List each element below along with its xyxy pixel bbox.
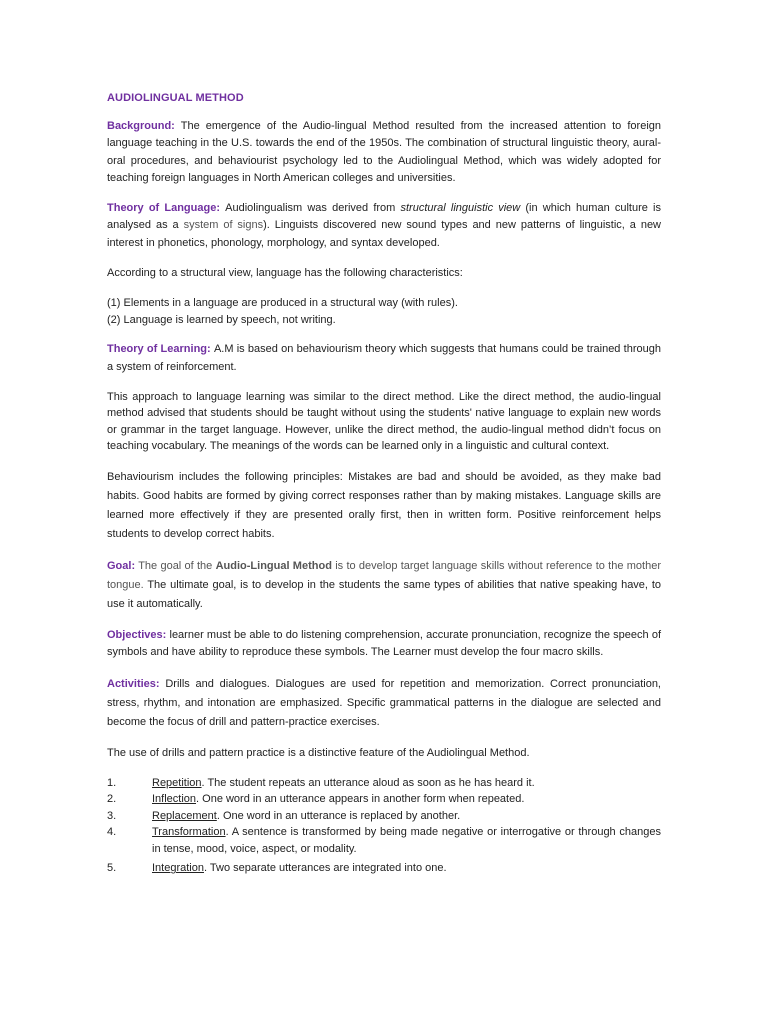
drills-list bbox=[107, 775, 661, 877]
drill-term: Repetition bbox=[152, 776, 202, 789]
objectives-heading: Objectives: bbox=[107, 628, 167, 641]
list-item: 5. Integration. Two separate utterances are integrated into one. bbox=[107, 862, 447, 875]
list-item: 3. Replacement. One word in an utterance is replaced by another. bbox=[107, 809, 461, 822]
drill-term: Integration bbox=[152, 862, 204, 875]
approach-paragraph: This approach to language learning was similar to the direct method. Like the direct method, the audio-lingual method advised that students should be taught without using the students' native language to explain new words or grammar in the target language. However, unlike the direct method, the audio-lingual method didn’t focus on teaching vocabulary. The meanings of the words can be learned only in a linguistic and cultural context. bbox=[107, 390, 661, 453]
structural-view-intro: According to a structural view, language has the following characteristics: bbox=[107, 267, 463, 280]
characteristic-item: (1) Elements in a language are produced in a structural way (with rules). bbox=[107, 297, 458, 310]
drill-term: Transformation bbox=[152, 826, 226, 839]
behaviourism-paragraph: Behaviourism includes the following principles: Mistakes are bad and should be avoided, as they make bad habits. Good habits are formed by giving correct responses rather than by making mistakes. Language skills are learned more effectively if they are presented orally first, then in written form. Positive reinforcement helps students to develop correct habits. bbox=[107, 470, 661, 540]
structural-view-emphasis: structural linguistic view bbox=[400, 202, 521, 215]
characteristic-item: (2) Language is learned by speech, not writing. bbox=[107, 313, 336, 326]
drill-term: Inflection bbox=[152, 793, 197, 806]
background-heading: Background: bbox=[107, 120, 175, 132]
goal-paragraph: Goal: The goal of the Audio-Lingual Method is to develop target language skills without reference to the mother tongue. The ultimate goal, is to develop in the students the same types of abilities that native speaking have, to use it automatically. bbox=[107, 559, 661, 610]
list-item: 4. Transformation. A sentence is transformed by being made negative or interrogative or through changes in tense, mood, voice, aspect, or modality. bbox=[107, 826, 661, 855]
list-item: 2. Inflection. One word in an utterance appears in another form when repeated. bbox=[107, 793, 525, 806]
objectives-paragraph: Objectives: learner must be able to do listening comprehension, accurate pronunciation, recognize the speech of symbols and have ability to reproduce these symbols. The Learner must develop the four macro skills. bbox=[107, 628, 661, 659]
goal-heading: Goal: bbox=[107, 559, 136, 572]
theory-of-language-paragraph: Theory of Language: Audiolingualism was derived from structural linguistic view (in which human culture is analysed as a system of signs). Linguists discovered new sound types and new patterns of linguistic, a new interest in phonetics, phonology, morphology, and syntax developed. bbox=[107, 202, 661, 249]
activities-heading: Activities: bbox=[107, 677, 160, 690]
document-title: AUDIOLINGUAL METHOD bbox=[107, 92, 244, 104]
drills-intro: The use of drills and pattern practice is a distinctive feature of the Audiolingual Method. bbox=[107, 746, 530, 759]
theory-of-language-heading: Theory of Language bbox=[107, 202, 217, 215]
system-of-signs-text: system of signs bbox=[183, 219, 264, 232]
characteristics-list bbox=[107, 295, 661, 328]
activities-paragraph: Activities: Drills and dialogues. Dialogues are used for repetition and memorization. Correct pronunciation, stress, rhythm, and intonation are emphasized. Specific grammatical patterns in the dialogue are selected and become the focus of drill and pattern-practice exercises. bbox=[107, 677, 661, 728]
list-item: 1. Repetition. The student repeats an utterance aloud as soon as he has heard it. bbox=[107, 776, 535, 789]
theory-of-learning-paragraph: Theory of Learning: A.M is based on behaviourism theory which suggests that humans could be trained through a system of reinforcement. bbox=[107, 343, 661, 373]
drill-term: Replacement bbox=[152, 809, 217, 822]
background-text: The emergence of the Audio-lingual Method resulted from the increased attention to foreign language teaching in the U.S. towards the end of the 1950s. The combination of structural linguistic theory, aural-oral procedures, and behaviourist psychology led to the Audiolingual Method, which was widely adopted for teaching foreign languages in North American colleges and universities. bbox=[107, 120, 661, 184]
background-paragraph bbox=[107, 118, 661, 187]
theory-of-learning-heading: Theory of Learning bbox=[107, 343, 208, 356]
